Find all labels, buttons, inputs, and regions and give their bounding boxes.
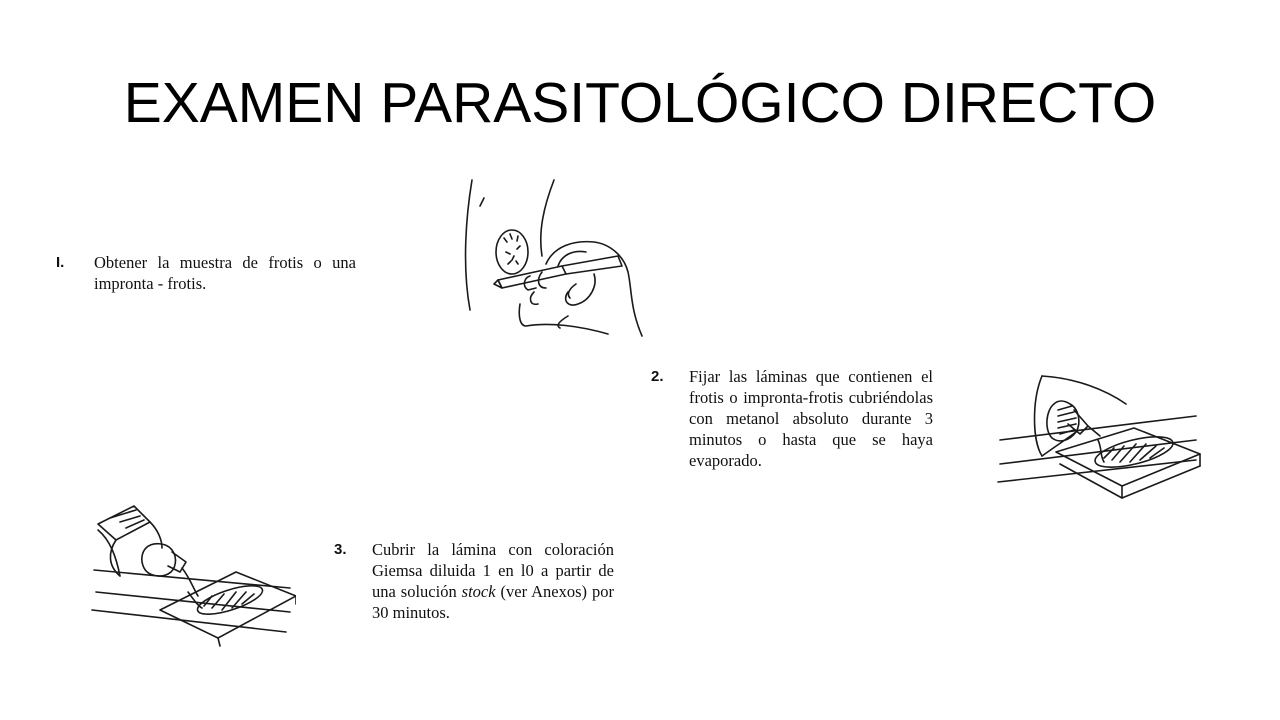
step-1 [56,252,356,294]
step-3-number: 3. [334,541,347,558]
slide-title: EXAMEN PARASITOLÓGICO DIRECTO [123,71,1157,135]
step-2-number: 2. [651,368,664,385]
step-3-text-italic: stock [461,582,496,601]
step-1-number: I. [56,254,65,271]
step-3 [334,539,614,623]
step-2 [651,366,933,471]
step-3-text-part-1: Cubrir la lámina con coloración Giemsa diluida 1 en l0 a partir de una solución [372,540,614,601]
step-3-text [372,539,614,623]
step-3-text-part-2: (ver Anexos) por 30 minutos. [372,582,614,622]
step-1-text: Obtener la muestra de frotis o una impronta - frotis. [94,253,356,293]
step-2-text: Fijar las láminas que contienen el frotis o impronta-frotis cubriéndolas con metanol absoluto durante 3 minutos o hasta que se haya evaporado. [689,367,933,470]
methanol-bottle-on-slide-icon [996,370,1202,512]
giemsa-bottle-on-slide-icon [90,500,296,648]
hand-taking-sample-icon [458,176,650,338]
